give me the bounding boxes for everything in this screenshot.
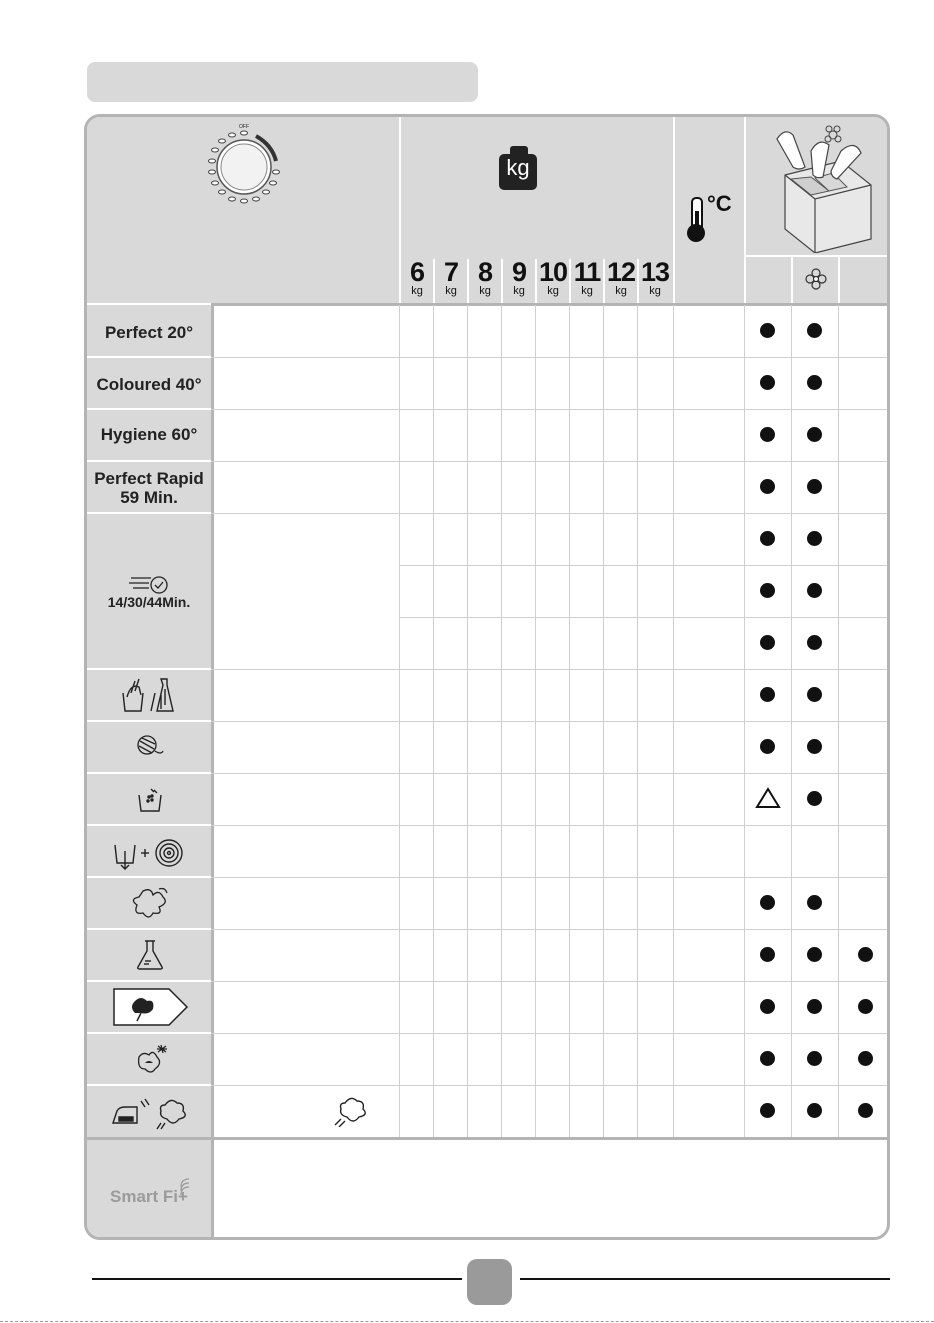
- program-label-perfect-20: Perfect 20°: [104, 322, 194, 342]
- detergent-dot: [807, 791, 822, 806]
- softener-flower-icon: [804, 267, 828, 291]
- load-header-divider: [467, 259, 469, 303]
- load-unit: kg: [513, 285, 525, 297]
- detergent-dot: [807, 583, 822, 598]
- load-unit: kg: [445, 285, 457, 297]
- detergent-dot: [807, 947, 822, 962]
- detergent-dot: [807, 531, 822, 546]
- load-header-divider: [433, 259, 435, 303]
- load-value: 11: [573, 257, 601, 287]
- wifi-signal-icon: [179, 1177, 199, 1197]
- load-header-divider: [535, 259, 537, 303]
- load-header-divider: [501, 259, 503, 303]
- detergent-dot: [760, 895, 775, 910]
- hygiene-flask-icon: [135, 939, 165, 971]
- label-divider: [87, 824, 211, 826]
- detergent-dot: [807, 635, 822, 650]
- smart-fi-label: Smart Fi+: [110, 1187, 188, 1206]
- load-unit: kg: [581, 285, 593, 297]
- label-divider: [87, 772, 211, 774]
- label-divider: [87, 720, 211, 722]
- detergent-dot: [760, 531, 775, 546]
- drain-spin-icon: [111, 837, 191, 871]
- load-header-divider: [569, 259, 571, 303]
- wool-icon: [135, 731, 165, 761]
- row-divider: [399, 565, 890, 566]
- label-divider: [87, 668, 211, 670]
- detergent-dot: [760, 427, 775, 442]
- detergent-dot: [760, 687, 775, 702]
- rinse-icon: [137, 787, 165, 813]
- footer-rule-right: [520, 1278, 890, 1280]
- load-value: 13: [640, 257, 670, 287]
- detergent-dot: [807, 739, 822, 754]
- stain-icon: [133, 1043, 171, 1077]
- load-value: 8: [477, 257, 493, 287]
- cotton-tag-icon: [111, 985, 191, 1029]
- detergent-dot: [760, 1051, 775, 1066]
- load-value: 7: [443, 257, 459, 287]
- load-header-divider: [603, 259, 605, 303]
- label-divider: [87, 928, 211, 930]
- detergent-drawer-icon: [771, 121, 883, 253]
- detergent-dot: [807, 427, 822, 442]
- section-title-bar: [87, 62, 478, 102]
- detergent-dot: [807, 375, 822, 390]
- detergent-dot: [760, 635, 775, 650]
- weight-icon: kg: [499, 146, 539, 192]
- program-label-hygiene-60: Hygiene 60°: [100, 424, 198, 444]
- label-divider: [87, 876, 211, 878]
- program-label-perfect-rapid: [87, 461, 211, 515]
- mixed-fabrics-icon: [129, 885, 173, 925]
- detergent-dot: [807, 687, 822, 702]
- detergent-dot: [760, 583, 775, 598]
- detergent-dot: [807, 479, 822, 494]
- detergent-dot: [807, 1051, 822, 1066]
- detergent-dot: [760, 323, 775, 338]
- header-subcell-3: [840, 257, 890, 303]
- detergent-dot: [858, 999, 873, 1014]
- detergent-dot: [760, 375, 775, 390]
- detergent-dot: [760, 999, 775, 1014]
- program-label-rapid: 14/30/44Min.: [107, 593, 191, 610]
- optional-triangle-icon: [755, 787, 781, 809]
- detergent-header-divider-h: [746, 255, 890, 257]
- load-unit: kg: [479, 285, 491, 297]
- easy-iron-steam-icon: [109, 1097, 191, 1131]
- detergent-dot: [760, 479, 775, 494]
- temperature-unit: °C: [707, 191, 732, 216]
- detergent-dot: [807, 323, 822, 338]
- program-dial-icon: [202, 121, 292, 209]
- row-divider: [399, 617, 890, 618]
- load-value: 9: [511, 257, 527, 287]
- load-value: 6: [409, 257, 425, 287]
- header-subcell-1: [746, 257, 791, 303]
- load-value: 12: [606, 257, 636, 287]
- load-value: 10: [538, 257, 568, 287]
- footer-rule-left: [92, 1278, 462, 1280]
- program-table: [84, 114, 890, 1240]
- load-unit: kg: [547, 285, 559, 297]
- load-unit: kg: [615, 285, 627, 297]
- label-divider: [87, 1084, 211, 1086]
- detergent-dot: [807, 895, 822, 910]
- svg-text:OFF: OFF: [239, 124, 249, 130]
- load-unit: kg: [411, 285, 423, 297]
- program-label-perfect-rapid-text: Perfect Rapid 59 Min.: [94, 469, 204, 507]
- detergent-dot: [858, 1103, 873, 1118]
- program-label-coloured-40: Coloured 40°: [96, 374, 202, 394]
- detergent-dot: [760, 947, 775, 962]
- hand-wash-delicates-icon: [121, 675, 177, 715]
- load-unit: kg: [649, 285, 661, 297]
- detergent-dot: [807, 1103, 822, 1118]
- label-divider: [87, 980, 211, 982]
- label-divider: [87, 1032, 211, 1034]
- detergent-dot: [858, 947, 873, 962]
- detergent-dot: [858, 1051, 873, 1066]
- load-header-divider: [637, 259, 639, 303]
- detergent-dot: [807, 999, 822, 1014]
- detergent-header-divider: [838, 255, 840, 303]
- steam-icon: [331, 1095, 371, 1127]
- cut-line: [0, 1321, 934, 1322]
- page-number-badge: [467, 1259, 512, 1305]
- detergent-header-divider: [791, 255, 793, 303]
- detergent-dot: [760, 739, 775, 754]
- detergent-dot: [760, 1103, 775, 1118]
